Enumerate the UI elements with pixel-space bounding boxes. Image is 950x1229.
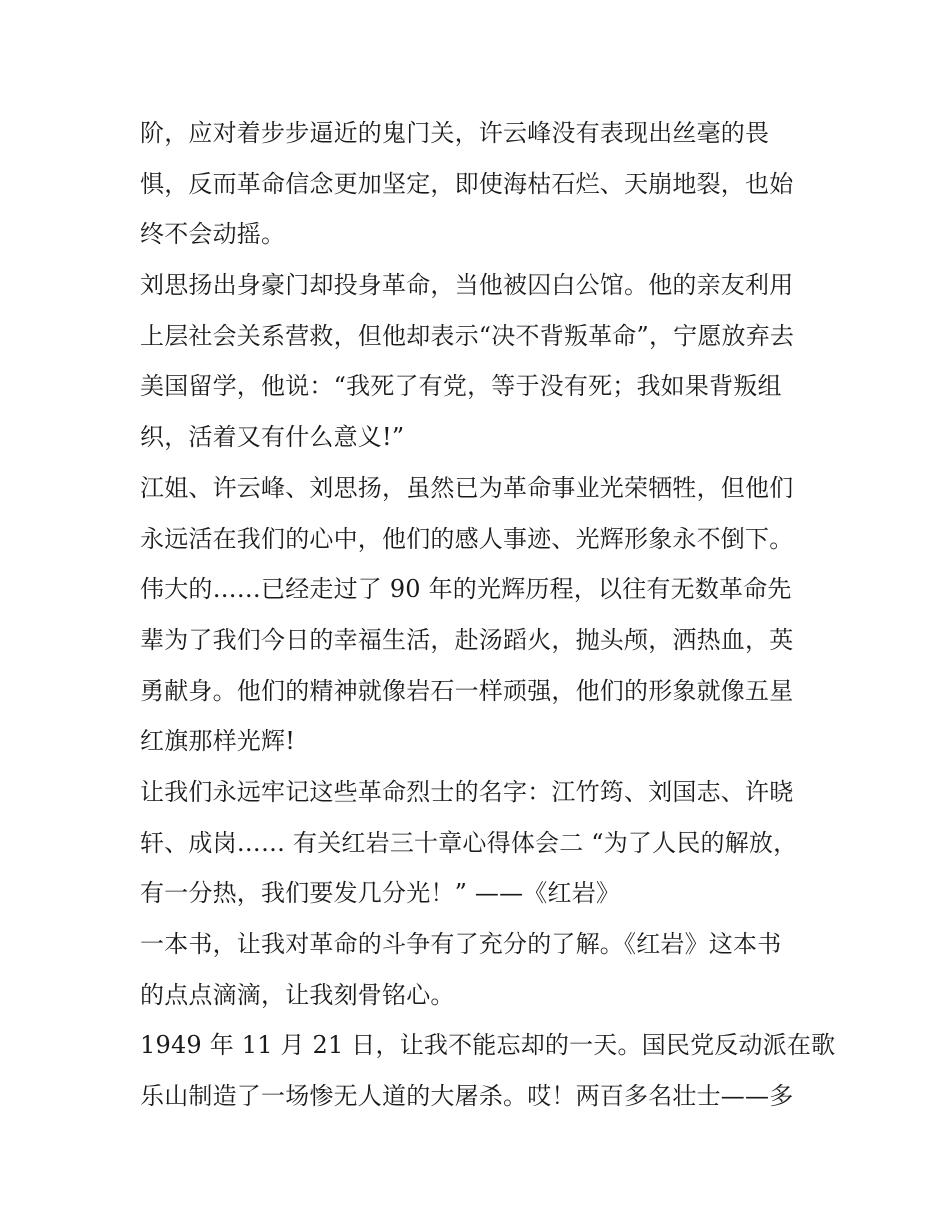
text-line: 上层社会关系营救，但他却表示“决不背叛革命”，宁愿放弃去 <box>140 321 795 350</box>
text-line: 阶，应对着步步逼近的鬼门关，许云峰没有表现出丝毫的畏 <box>140 119 770 147</box>
text-line: 伟大的……已经走过了 90 年的光辉历程，以往有无数革命先 <box>140 575 792 604</box>
text-line: 美国留学，他说：“我死了有党，等于没有死；我如果背叛组 <box>140 372 782 401</box>
document-text-body <box>140 108 836 1122</box>
text-line: 乐山制造了一场惨无人道的大屠杀。哎！两百多名壮士——多 <box>140 1082 794 1111</box>
text-line: 勇献身。他们的精神就像岩石一样顽强，他们的形象就像五星 <box>140 676 794 705</box>
text-line: 辈为了我们今日的幸福生活，赴汤蹈火，抛头颅，洒热血，英 <box>140 625 794 654</box>
text-line: 永远活在我们的心中，他们的感人事迹、光辉形象永不倒下。 <box>140 524 794 553</box>
text-line: 刘思扬出身豪门却投身革命，当他被囚白公馆。他的亲友利用 <box>140 271 794 300</box>
text-line: 织，活着又有什么意义!” <box>140 423 405 452</box>
text-line: 的点点滴滴，让我刻骨铭心。 <box>140 980 455 1009</box>
text-line: 终不会动摇。 <box>140 220 286 249</box>
text-line: 江姐、许云峰、刘思扬，虽然已为革命事业光荣牺牲，但他们 <box>140 473 794 502</box>
text-line: 轩、成岗…… 有关红岩三十章心得体会二 “为了人民的解放， <box>140 828 798 857</box>
text-line: 一本书，让我对革命的斗争有了充分的了解。《红岩》这本书 <box>140 930 782 958</box>
text-line: 有一分热，我们要发几分光！” ——《红岩》 <box>140 879 621 908</box>
text-line: 惧，反而革命信念更加坚定，即使海枯石烂、天崩地裂，也始 <box>140 169 794 198</box>
text-line: 让我们永远牢记这些革命烈士的名字：江竹筠、刘国志、许晓 <box>140 777 794 806</box>
text-line: 1949 年 11 月 21 日，让我不能忘却的一天。国民党反动派在歌 <box>140 1031 836 1060</box>
text-line: 红旗那样光辉! <box>140 727 296 756</box>
